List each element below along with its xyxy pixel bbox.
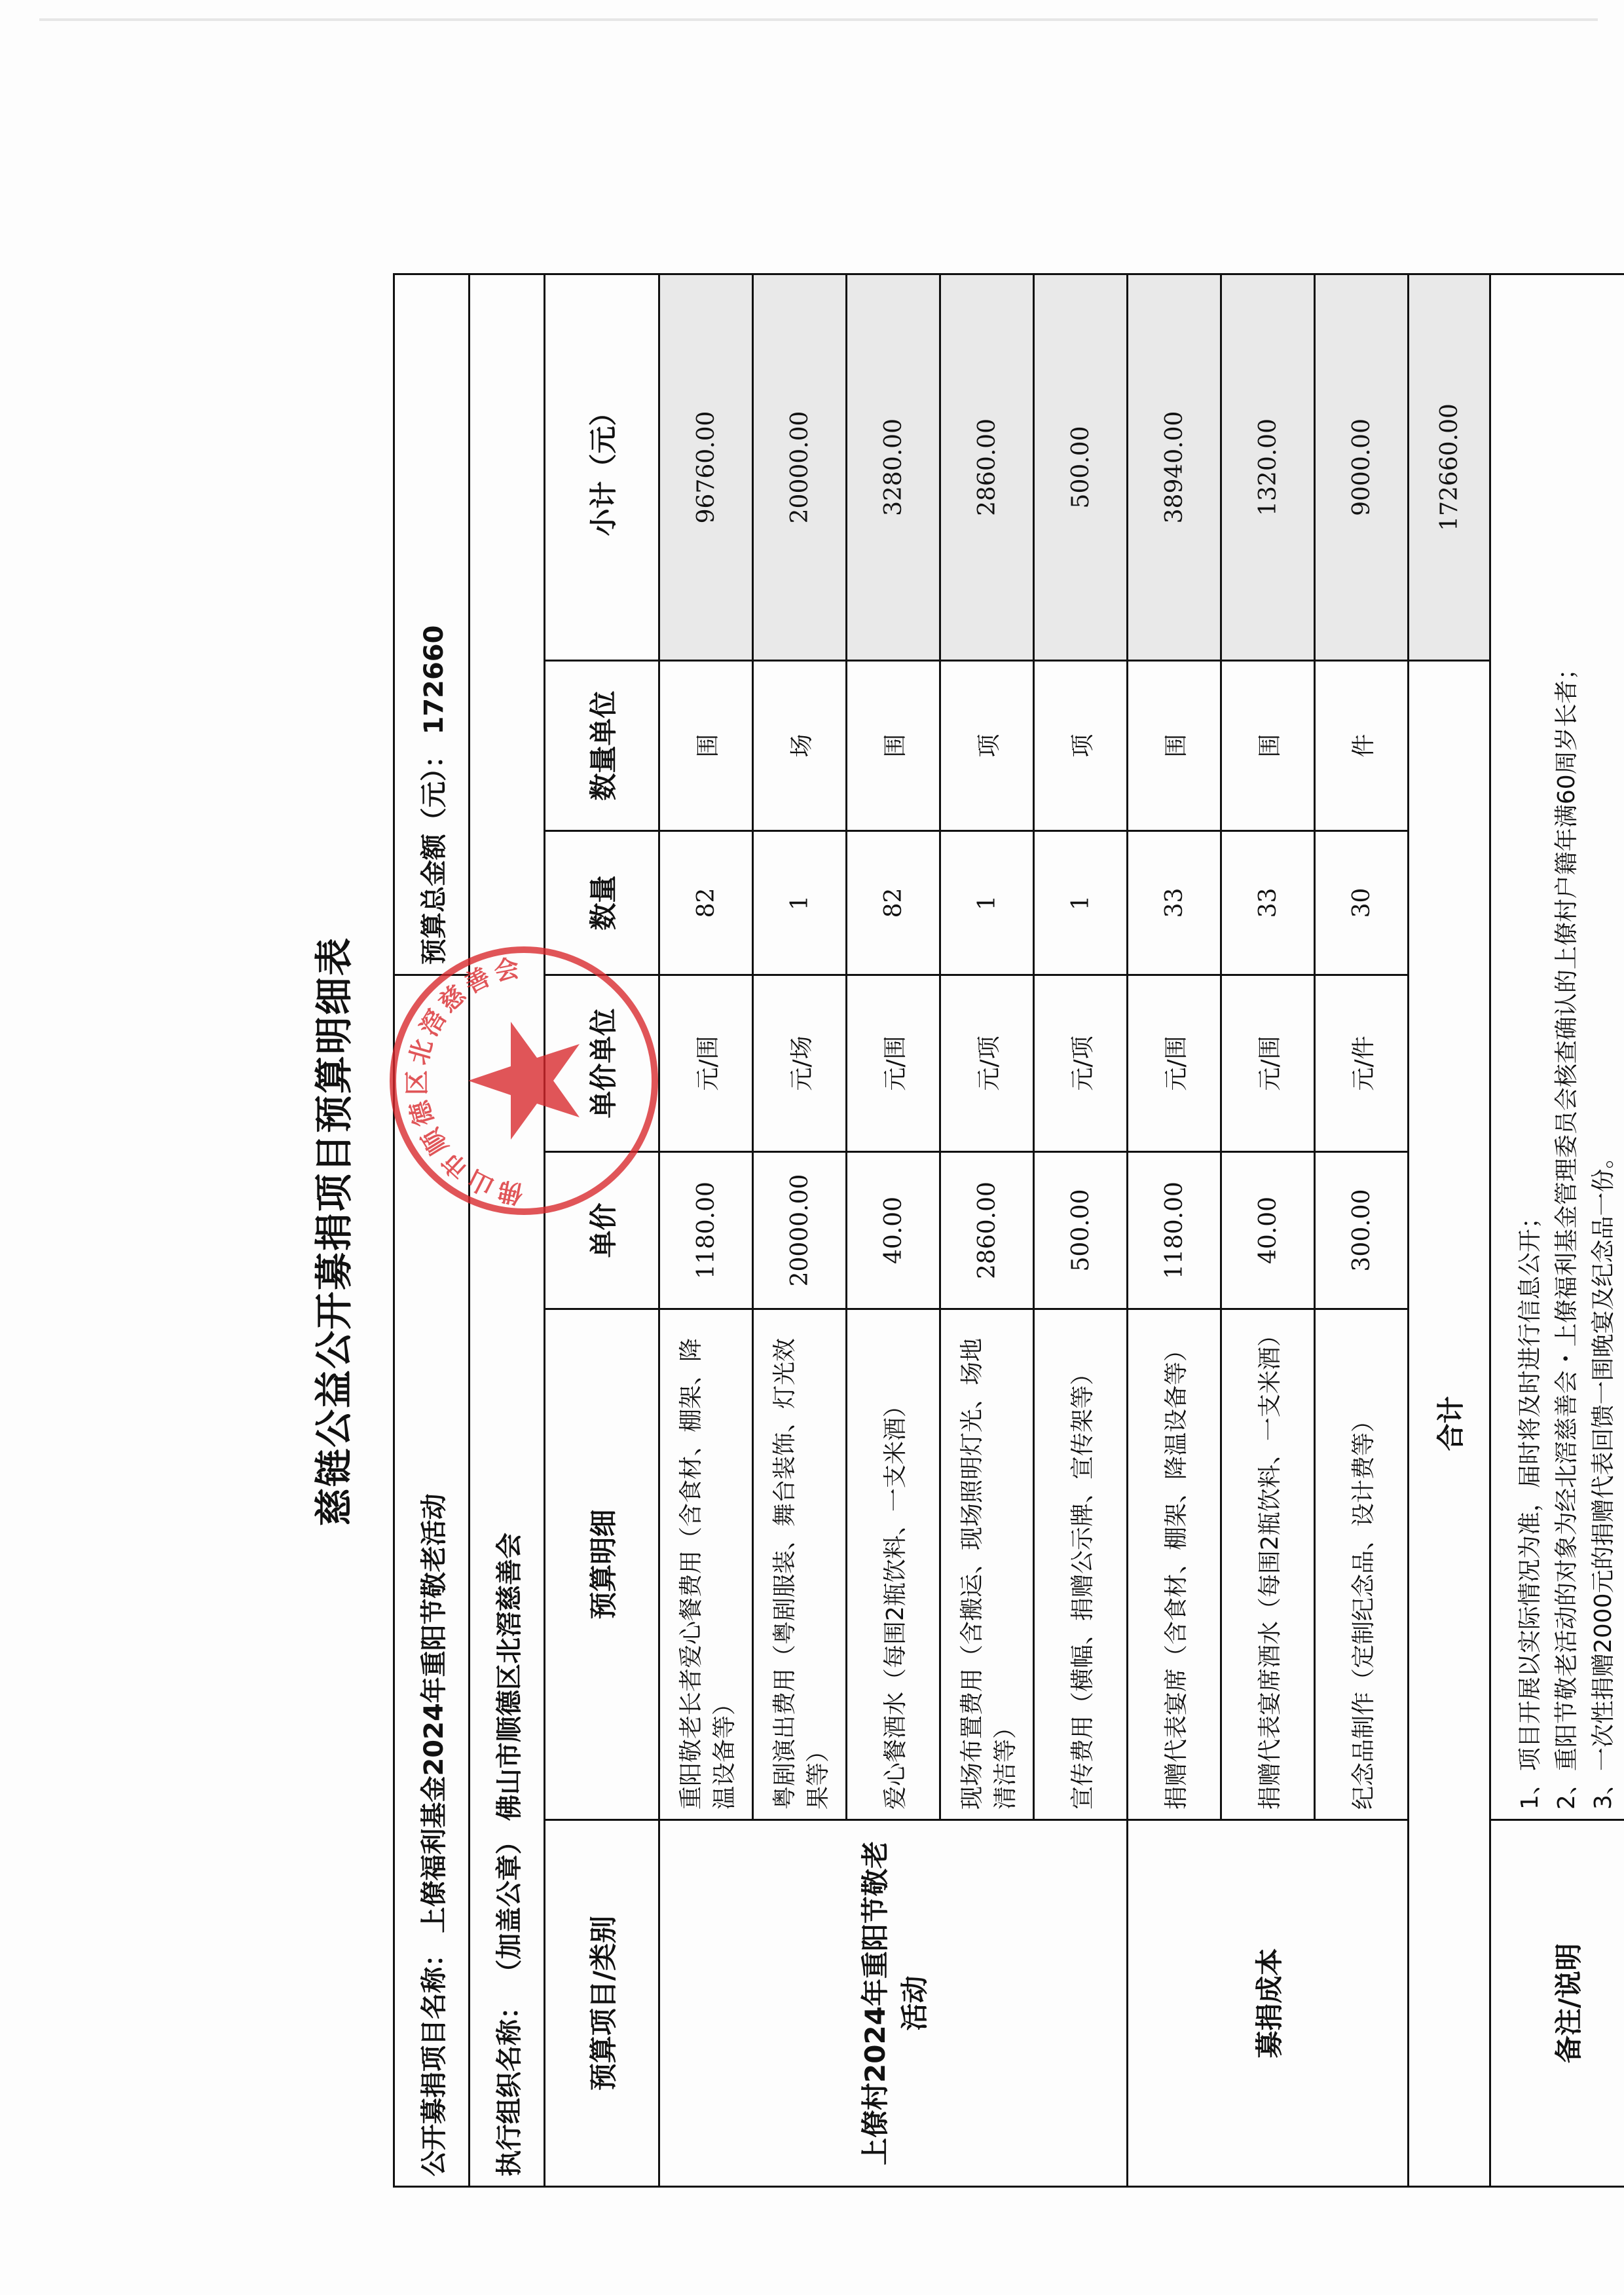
- row-subtotal: 1320.00: [1221, 274, 1315, 660]
- row-subtotal: 20000.00: [753, 274, 847, 660]
- header-price-unit: 单价单位: [545, 975, 659, 1151]
- row-detail: 爱心餐酒水（每围2瓶饮料、一支米酒）: [847, 1309, 940, 1820]
- table-row: [659, 274, 753, 2186]
- header-quantity-unit: 数量单位: [545, 660, 659, 830]
- row-price-unit: 元/场: [753, 975, 847, 1151]
- column-header-row: [545, 274, 659, 2186]
- row-quantity: 33: [1221, 830, 1315, 975]
- org-label: 执行组织名称：: [494, 1993, 525, 2176]
- row-subtotal: 96760.00: [659, 274, 753, 660]
- row-detail: 纪念品制作（定制纪念品、设计费等）: [1315, 1309, 1409, 1820]
- project-name-cell: [394, 975, 470, 2186]
- total-row: [1409, 274, 1490, 2186]
- note-item: 2、重阳节敬老活动的对象为经北滘慈善会・上僚福利基金管理委员会核查确认的上僚村户籍年满60周岁长者；: [1553, 656, 1580, 1810]
- category-main: 上僚村2024年重阳节敬老活动: [659, 1820, 1128, 2187]
- budget-table: [393, 273, 1624, 2188]
- row-quantity-unit: 围: [1128, 660, 1221, 830]
- row-quantity: 1: [940, 830, 1034, 975]
- row-subtotal: 500.00: [1034, 274, 1128, 660]
- row-unit-price: 300.00: [1315, 1152, 1409, 1309]
- row-subtotal: 2860.00: [940, 274, 1034, 660]
- notes-label: 备注/说明: [1490, 1820, 1624, 2187]
- row-quantity-unit: 项: [1034, 660, 1128, 830]
- row-price-unit: 元/件: [1315, 975, 1409, 1151]
- project-label: 公开募捐项目名称：: [418, 1941, 449, 2176]
- row-quantity: 82: [847, 830, 940, 975]
- notes-cell: [1490, 274, 1624, 1819]
- budget-total-value: 172660: [418, 625, 449, 735]
- org-cell: [470, 274, 545, 2186]
- total-label: 合计: [1409, 660, 1490, 2186]
- rotated-budget-form: [301, 275, 1617, 2188]
- row-unit-price: 20000.00: [753, 1152, 847, 1309]
- seal-text-path: 佛山市顺德区北滘慈善会: [403, 952, 526, 1209]
- row-quantity-unit: 围: [1221, 660, 1315, 830]
- row-quantity-unit: 围: [659, 660, 753, 830]
- row-price-unit: 元/围: [847, 975, 940, 1151]
- row-price-unit: 元/围: [1128, 975, 1221, 1151]
- header-subtotal: 小计（元）: [545, 274, 659, 660]
- budget-total-cell: [394, 274, 470, 975]
- row-subtotal: 9000.00: [1315, 274, 1409, 660]
- row-quantity-unit: 场: [753, 660, 847, 830]
- row-subtotal: 3280.00: [847, 274, 940, 660]
- header-detail: 预算明细: [545, 1309, 659, 1820]
- row-detail: 重阳敬老长者爱心餐费用（含食材、棚架、降温设备等）: [659, 1309, 753, 1820]
- row-subtotal: 38940.00: [1128, 274, 1221, 660]
- row-quantity: 1: [753, 830, 847, 975]
- row-quantity: 82: [659, 830, 753, 975]
- org-name: 佛山市顺德区北滘慈善会: [494, 1533, 525, 1821]
- row-detail: 捐赠代表宴席（含食材、棚架、降温设备等）: [1128, 1309, 1221, 1820]
- budget-total-label: 预算总金额（元）：: [418, 741, 449, 965]
- row-detail: 捐赠代表宴席酒水（每围2瓶饮料、一支米酒）: [1221, 1309, 1315, 1820]
- header-category: 预算项目/类别: [545, 1820, 659, 2187]
- note-item: 1、项目开展以实际情况为准，届时将及时进行信息公开；: [1517, 1205, 1543, 1810]
- org-stamp-note: （加盖公章）: [494, 1828, 525, 1986]
- row-quantity-unit: 件: [1315, 660, 1409, 830]
- total-value: 172660.00: [1409, 274, 1490, 660]
- org-row: [470, 274, 545, 2186]
- row-quantity: 30: [1315, 830, 1409, 975]
- row-unit-price: 1180.00: [1128, 1152, 1221, 1309]
- scan-edge: [39, 18, 1598, 21]
- row-price-unit: 元/项: [1034, 975, 1128, 1151]
- table-row: [1128, 274, 1221, 2186]
- row-price-unit: 元/项: [940, 975, 1034, 1151]
- header-quantity: 数量: [545, 830, 659, 975]
- project-name: 上僚福利基金2024年重阳节敬老活动: [418, 1493, 449, 1933]
- row-unit-price: 2860.00: [940, 1152, 1034, 1309]
- row-price-unit: 元/围: [1221, 975, 1315, 1151]
- document-title: 慈链公益公开募捐项目预算明细表: [312, 937, 356, 1527]
- row-quantity-unit: 项: [940, 660, 1034, 830]
- row-unit-price: 40.00: [1221, 1152, 1315, 1309]
- row-detail: 宣传费用（横幅、捐赠公示牌、宣传架等）: [1034, 1309, 1128, 1820]
- row-detail: 现场布置费用（含搬运、现场照明灯光、场地清洁等）: [940, 1309, 1034, 1820]
- row-unit-price: 500.00: [1034, 1152, 1128, 1309]
- category-cost: 募捐成本: [1128, 1820, 1409, 2187]
- notes-row: [1490, 274, 1624, 2186]
- header-unit-price: 单价: [545, 1152, 659, 1309]
- notes-list: [1512, 284, 1622, 1810]
- row-unit-price: 1180.00: [659, 1152, 753, 1309]
- project-name-row: [394, 274, 470, 2186]
- row-quantity-unit: 围: [847, 660, 940, 830]
- row-detail: 粤剧演出费用（粤剧服装、舞台装饰、灯光效果等）: [753, 1309, 847, 1820]
- row-price-unit: 元/围: [659, 975, 753, 1151]
- row-unit-price: 40.00: [847, 1152, 940, 1309]
- row-quantity: 1: [1034, 830, 1128, 975]
- row-quantity: 33: [1128, 830, 1221, 975]
- note-item: 3、一次性捐赠2000元的捐赠代表回馈一围晚宴及纪念品一份。: [1590, 1145, 1617, 1810]
